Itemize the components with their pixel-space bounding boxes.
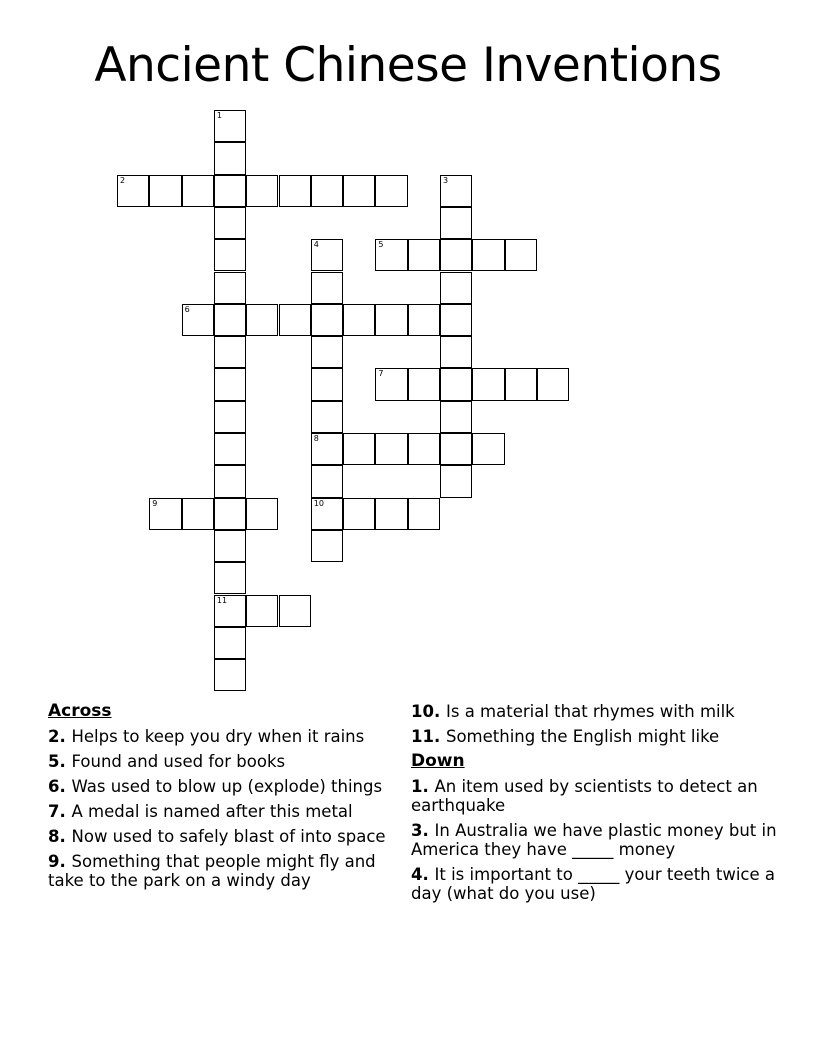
grid-cell[interactable] <box>149 175 181 207</box>
clue-number: 2 <box>48 727 60 746</box>
grid-cell[interactable] <box>214 401 246 433</box>
clue-across-7: 7. A medal is named after this metal <box>48 802 353 821</box>
grid-cell[interactable] <box>246 595 278 627</box>
clue-number: 3 <box>411 821 423 840</box>
clue-number: 5 <box>48 752 60 771</box>
grid-cell[interactable] <box>214 627 246 659</box>
clues-right-column <box>411 702 781 909</box>
grid-cell[interactable] <box>472 239 504 271</box>
grid-cell[interactable] <box>343 498 375 530</box>
down-heading: Down <box>411 751 465 771</box>
clue-number: 1 <box>411 777 423 796</box>
grid-cell[interactable] <box>311 368 343 400</box>
clue-down-4: 4. It is important to _____ your teeth twice a day (what do you use) <box>411 865 775 903</box>
clue-across-5: 5. Found and used for books <box>48 752 286 771</box>
cell-number: 2 <box>120 175 126 185</box>
clue-text: Was used to blow up (explode) things <box>71 777 383 796</box>
clue-across-6: 6. Was used to blow up (explode) things <box>48 777 383 796</box>
grid-cell[interactable] <box>408 239 440 271</box>
grid-cell[interactable] <box>214 433 246 465</box>
clue-number: 4 <box>411 865 423 884</box>
cell-number: 7 <box>378 369 384 379</box>
clue-down-1: 1. An item used by scientists to detect an earthquake <box>411 777 758 815</box>
clue-text: In Australia we have plastic money but in America they have _____ money <box>411 821 777 859</box>
cell-number: 1 <box>216 111 222 120</box>
grid-cell[interactable] <box>375 433 407 465</box>
grid-cell[interactable] <box>375 368 407 400</box>
grid-cell[interactable] <box>440 304 472 336</box>
grid-cell[interactable] <box>343 304 375 336</box>
clue-number: 8 <box>48 827 60 846</box>
clue-number: 7 <box>48 802 60 821</box>
clue-text: Is a material that rhymes with milk <box>445 702 735 721</box>
grid-cell[interactable] <box>408 498 440 530</box>
grid-cell[interactable] <box>182 175 214 207</box>
grid-cell[interactable] <box>214 659 246 691</box>
page-title: Ancient Chinese Inventions <box>94 38 722 93</box>
grid-cell[interactable] <box>440 401 472 433</box>
across-heading: Across <box>48 701 112 721</box>
clue-text: An item used by scientists to detect an earthquake <box>411 777 758 815</box>
grid-cell[interactable] <box>214 272 246 304</box>
cell-number: 9 <box>152 498 158 508</box>
cell-number: 6 <box>184 304 190 314</box>
grid-cell[interactable] <box>311 304 343 336</box>
grid-cell[interactable] <box>214 142 246 174</box>
cell-number: 10 <box>313 498 324 508</box>
clue-text: Something the English might like <box>445 727 720 746</box>
clue-number: 11 <box>411 727 434 746</box>
grid-cell[interactable] <box>440 272 472 304</box>
clue-across-9: 9. Something that people might fly and take to the park on a windy day <box>48 852 376 890</box>
clue-text: Found and used for books <box>71 752 286 771</box>
grid-cell[interactable] <box>279 175 311 207</box>
cell-number: 3 <box>443 175 449 185</box>
clue-text: Now used to safely blast of into space <box>71 827 386 846</box>
grid-cell[interactable] <box>246 175 278 207</box>
cell-number: 8 <box>313 434 319 443</box>
grid-cell[interactable] <box>311 498 343 530</box>
grid-cell[interactable] <box>214 239 246 271</box>
grid-cell[interactable] <box>375 498 407 530</box>
grid-cell[interactable] <box>440 239 472 271</box>
grid-cell[interactable] <box>440 336 472 368</box>
clue-number: 9 <box>48 852 60 871</box>
grid-cell[interactable] <box>214 110 246 142</box>
grid-cell[interactable] <box>343 433 375 465</box>
grid-cell[interactable] <box>537 368 569 400</box>
grid-cell[interactable] <box>440 433 472 465</box>
clue-text: It is important to _____ your teeth twice a day (what do you use) <box>411 865 775 903</box>
grid-cell[interactable] <box>440 175 472 207</box>
clue-across-11: 11. Something the English might like <box>411 727 720 746</box>
grid-cell[interactable] <box>214 465 246 497</box>
grid-cell[interactable] <box>214 368 246 400</box>
grid-cell[interactable] <box>214 207 246 239</box>
grid-cell[interactable] <box>214 530 246 562</box>
cell-number: 11 <box>216 595 228 605</box>
grid-cell[interactable] <box>182 304 214 336</box>
clue-across-8: 8. Now used to safely blast of into space <box>48 827 386 846</box>
clue-text: Helps to keep you dry when it rains <box>71 727 365 746</box>
grid-cell[interactable] <box>149 498 181 530</box>
grid-cell[interactable] <box>311 239 343 271</box>
grid-cell[interactable] <box>117 175 149 207</box>
grid-cell[interactable] <box>279 595 311 627</box>
cell-number: 5 <box>378 240 384 250</box>
grid-cell[interactable] <box>408 433 440 465</box>
grid-cell[interactable] <box>311 433 343 465</box>
clue-text: Something that people might fly and take to the park on a windy day <box>48 852 376 890</box>
grid-cell[interactable] <box>505 368 537 400</box>
grid-cell[interactable] <box>246 304 278 336</box>
grid-cell[interactable] <box>311 175 343 207</box>
grid-cell[interactable] <box>472 368 504 400</box>
grid-cell[interactable] <box>505 239 537 271</box>
grid-cell[interactable] <box>375 239 407 271</box>
grid-cell[interactable] <box>440 465 472 497</box>
grid-cell[interactable] <box>182 498 214 530</box>
clue-number: 10 <box>411 702 434 721</box>
clue-down-3: 3. In Australia we have plastic money but in America they have _____ money <box>411 821 777 859</box>
grid-cell[interactable] <box>440 368 472 400</box>
grid-cell[interactable] <box>246 498 278 530</box>
grid-cell[interactable] <box>311 336 343 368</box>
grid-cell[interactable] <box>214 498 246 530</box>
grid-cell[interactable] <box>311 530 343 562</box>
grid-cell[interactable] <box>311 465 343 497</box>
grid-cell[interactable] <box>440 207 472 239</box>
grid-cell[interactable] <box>214 562 246 594</box>
grid-cell[interactable] <box>279 304 311 336</box>
clues-left-column <box>48 702 393 896</box>
grid-cell[interactable] <box>472 433 504 465</box>
grid-cell[interactable] <box>214 304 246 336</box>
grid-cell[interactable] <box>311 401 343 433</box>
clue-text: A medal is named after this metal <box>71 802 353 821</box>
clue-across-2: 2. Helps to keep you dry when it rains <box>48 727 365 746</box>
grid-cell[interactable] <box>408 368 440 400</box>
grid-cell[interactable] <box>375 175 407 207</box>
grid-cell[interactable] <box>311 272 343 304</box>
cell-number: 4 <box>313 240 319 250</box>
clue-number: 6 <box>48 777 60 796</box>
grid-cell[interactable] <box>214 595 246 627</box>
clue-across-10: 10. Is a material that rhymes with milk <box>411 702 735 721</box>
grid-cell[interactable] <box>343 175 375 207</box>
grid-cell[interactable] <box>375 304 407 336</box>
grid-cell[interactable] <box>408 304 440 336</box>
grid-cell[interactable] <box>214 175 246 207</box>
grid-cell[interactable] <box>214 336 246 368</box>
